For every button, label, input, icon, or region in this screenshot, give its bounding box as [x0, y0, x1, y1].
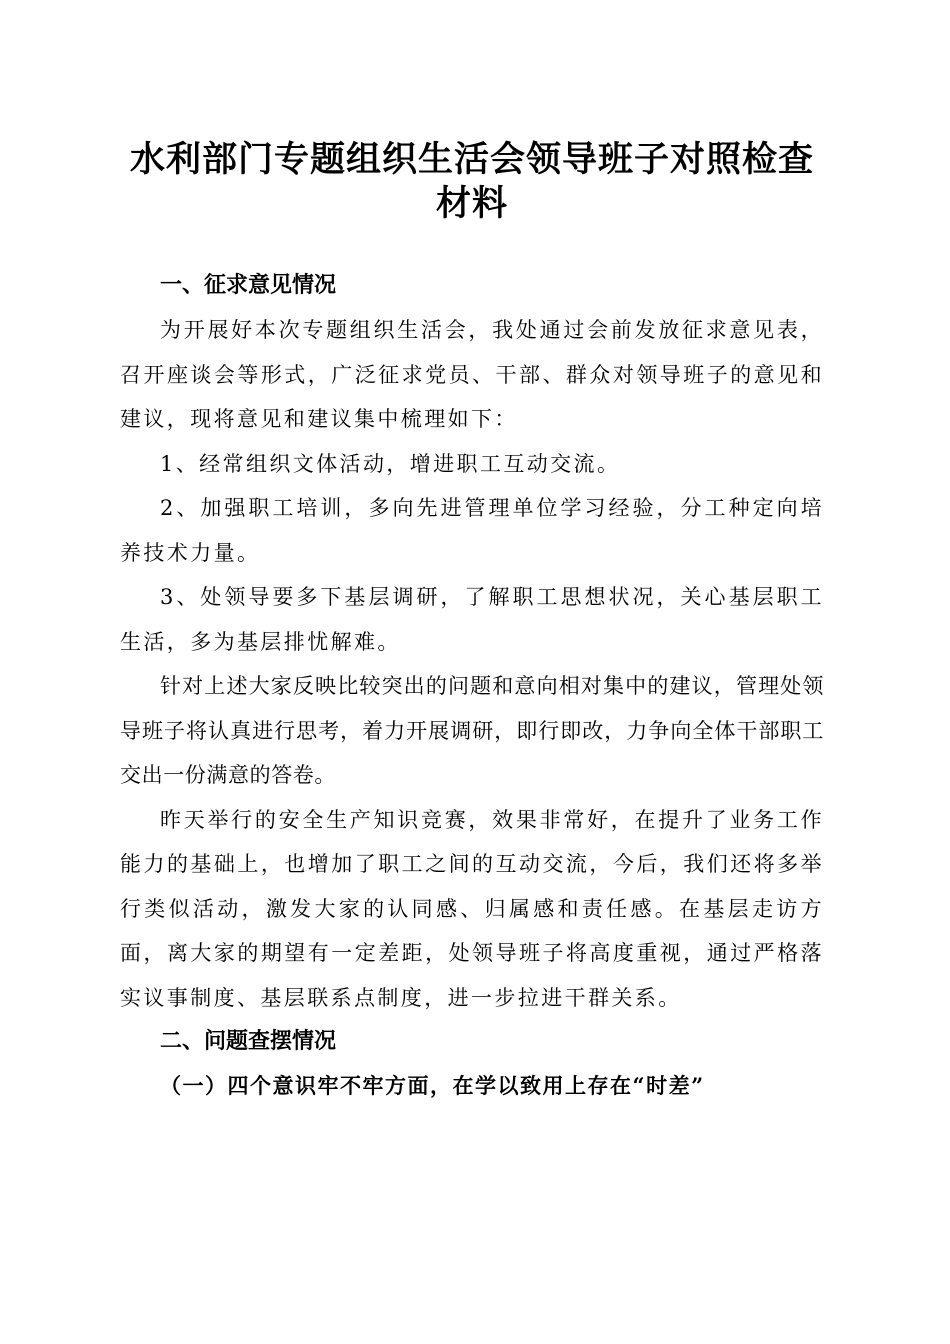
list-item: 1、经常组织文体活动，增进职工互动交流。 [160, 451, 621, 476]
document-title: 水利部门专题组织生活会领导班子对照检查材料 [129, 139, 814, 224]
list-item: 2、加强职工培训，多向先进管理单位学习经验，分工种定向培养技术力量。 [120, 496, 824, 565]
document-body [120, 264, 824, 1108]
paragraph: 为开展好本次专题组织生活会，我处通过会前发放征求意见表，召开座谈会等形式，广泛征求党员、干部、群众对领导班子的意见和建议，现将意见和建议集中梳理如下： [120, 318, 824, 431]
paragraph: 针对上述大家反映比较突出的问题和意向相对集中的建议，管理处领导班子将认真进行思考，着力开展调研，即行即改，力争向全体干部职工交出一份满意的答卷。 [120, 674, 824, 787]
list-item: 3、处领导要多下基层调研，了解职工思想状况，关心基层职工生活，多为基层排忧解难。 [120, 585, 824, 654]
paragraph: 昨天举行的安全生产知识竞赛，效果非常好，在提升了业务工作能力的基础上，也增加了职工之间的互动交流，今后，我们还将多举行类似活动，激发大家的认同感、归属感和责任感。在基层走访方面，离大家的期望有一定差距，处领导班子将高度重视，通过严格落实议事制度、基层联系点制度，进一步拉进干群关系。 [120, 807, 824, 1010]
section-heading-2: 二、问题查摆情况 [160, 1029, 337, 1054]
section-heading-1: 一、征求意见情况 [160, 273, 337, 298]
subsection-heading: （一）四个意识牢不牢方面，在学以致用上存在“时差” [160, 1073, 705, 1098]
